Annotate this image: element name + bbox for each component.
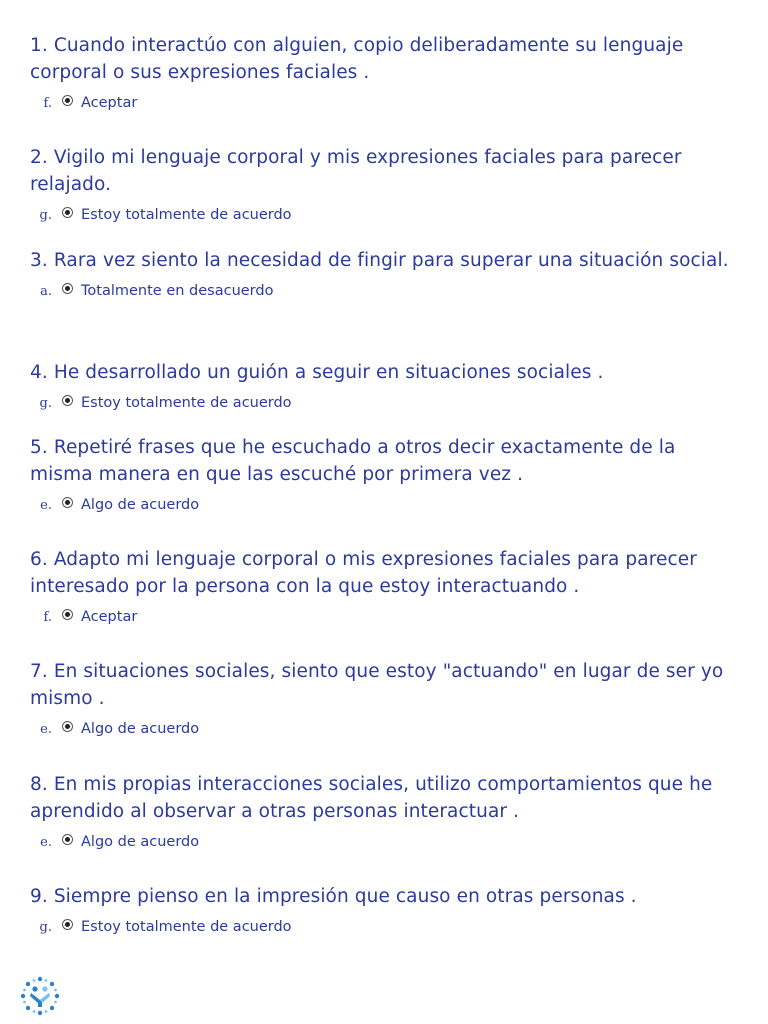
question-text: 6. Adapto mi lenguaje corporal o mis expresiones faciales para parecer interesado por la persona con la que estoy interactuando . [30, 549, 697, 597]
answer-row [30, 203, 730, 227]
question-5 [30, 434, 730, 517]
answer-letter: e. [40, 497, 52, 513]
answer-letter: g. [39, 207, 52, 223]
question-text: 7. En situaciones sociales, siento que estoy "actuando" en lugar de ser yo mismo . [30, 661, 724, 709]
answer-label: Aceptar [81, 95, 138, 111]
question-text: 2. Vigilo mi lenguaje corporal y mis expresiones faciales para parecer relajado. [30, 147, 682, 195]
answer-row [30, 717, 730, 741]
answer-row [30, 279, 730, 303]
question-3 [30, 247, 730, 303]
answer-label: Estoy totalmente de acuerdo [81, 395, 292, 411]
question-text: 9. Siempre pienso en la impresión que causo en otras personas . [30, 886, 637, 907]
question-1 [30, 32, 730, 115]
answer-row [30, 391, 730, 415]
answer-label: Estoy totalmente de acuerdo [81, 207, 292, 223]
question-text: 3. Rara vez siento la necesidad de fingir para superar una situación social. [30, 250, 729, 271]
answer-row [30, 605, 730, 629]
answer-letter: f. [43, 609, 52, 625]
answer-row [30, 830, 730, 854]
question-text: 5. Repetiré frases que he escuchado a otros decir exactamente de la misma manera en que las escuché por primera vez . [30, 437, 676, 485]
question-9 [30, 883, 730, 939]
radio-selected-icon[interactable] [62, 834, 73, 845]
answer-label: Totalmente en desacuerdo [81, 283, 274, 299]
answer-letter: e. [40, 834, 52, 850]
answer-letter: g. [39, 919, 52, 935]
radio-selected-icon[interactable] [62, 283, 73, 294]
answer-letter: a. [40, 283, 52, 299]
question-7 [30, 658, 730, 741]
question-2 [30, 144, 730, 227]
answer-letter: f. [43, 95, 52, 111]
radio-selected-icon[interactable] [62, 497, 73, 508]
question-text: 1. Cuando interactúo con alguien, copio deliberadamente su lenguaje corporal o sus expresiones faciales . [30, 35, 684, 83]
question-text: 4. He desarrollado un guión a seguir en situaciones sociales . [30, 362, 604, 383]
question-4 [30, 359, 730, 415]
answer-label: Estoy totalmente de acuerdo [81, 919, 292, 935]
answer-letter: e. [40, 721, 52, 737]
question-8 [30, 771, 730, 854]
answer-label: Algo de acuerdo [81, 497, 200, 513]
answer-label: Aceptar [81, 609, 138, 625]
people-circle-logo-icon [20, 976, 60, 1016]
radio-selected-icon[interactable] [62, 95, 73, 106]
question-text: 8. En mis propias interacciones sociales, utilizo comportamientos que he aprendido al observar a otras personas interactuar . [30, 774, 713, 822]
question-6 [30, 546, 730, 629]
radio-selected-icon[interactable] [62, 395, 73, 406]
radio-selected-icon[interactable] [62, 609, 73, 620]
radio-selected-icon[interactable] [62, 721, 73, 732]
answer-row [30, 915, 730, 939]
radio-selected-icon[interactable] [62, 919, 73, 930]
answer-row [30, 493, 730, 517]
radio-selected-icon[interactable] [62, 207, 73, 218]
answer-letter: g. [39, 395, 52, 411]
answer-row [30, 91, 730, 115]
answer-label: Algo de acuerdo [81, 834, 200, 850]
answer-label: Algo de acuerdo [81, 721, 200, 737]
